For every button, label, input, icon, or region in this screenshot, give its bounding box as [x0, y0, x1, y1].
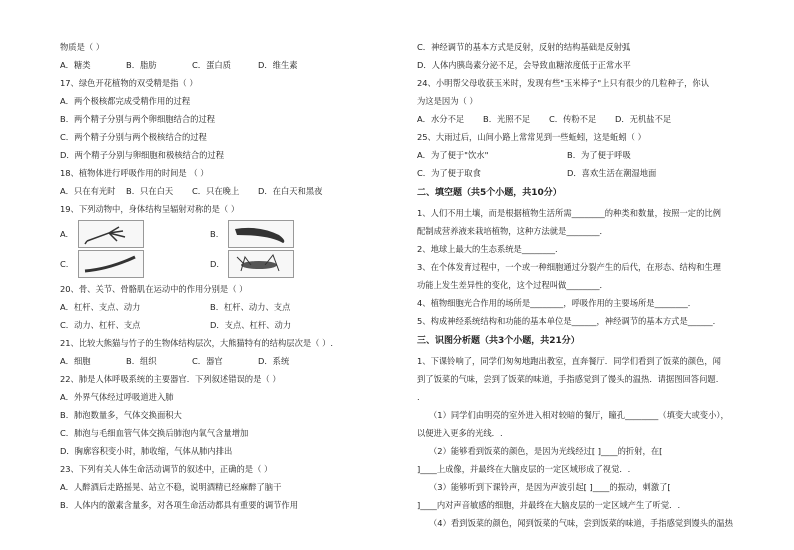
q16-option-a[interactable]: A．糖类 [60, 60, 91, 70]
q19-label-b: B. [210, 229, 219, 239]
leech-image [228, 220, 294, 248]
sub-q1-cont: 以便进入更多的光线．. [417, 428, 503, 438]
q20-option-b[interactable]: B．杠杆、动力、支点 [210, 302, 291, 312]
sub-q2: （2）能够看到饭菜的颜色，是因为光线经过[ ]____的折射，在[ [429, 446, 663, 456]
q25-option-a[interactable]: A．为了便于"饮水" [417, 150, 489, 160]
q21-options [60, 352, 390, 370]
q25-option-b[interactable]: B．为了便于呼吸 [567, 150, 631, 160]
q23-stem: 23、下列有关人体生命活动调节的叙述中，正确的是（ ） [60, 464, 273, 474]
q25-option-c[interactable]: C．为了便于取食 [417, 168, 481, 178]
analysis-q1-cont: 到了饭菜的气味，尝到了饭菜的味道，手指感觉到了馒头的温热．请据图回答问题. [417, 374, 719, 384]
roundworm-image [78, 250, 144, 278]
q20-option-d[interactable]: D．支点、杠杆、动力 [210, 320, 292, 330]
q16-option-d[interactable]: D．维生素 [258, 60, 298, 70]
q18-option-b[interactable]: B．只在白天 [126, 186, 174, 196]
fill-q3-cont: 功能上发生差异性的变化，这个过程叫做________． [417, 280, 608, 290]
right-column [417, 38, 747, 532]
q24-option-b[interactable]: B．光照不足 [483, 114, 531, 124]
analysis-q1: 1、下课铃响了，同学们匆匆地跑出教室，直奔餐厅．同学们看到了饭菜的颜色，闻 [417, 356, 721, 366]
q19-option-b[interactable] [210, 220, 360, 248]
fill-q2: 2、地球上最大的生态系统是________. [417, 244, 558, 254]
q17-option-c[interactable]: C．两个精子分别与两个极核结合的过程 [60, 132, 207, 142]
q24-stem: 24、小明帮父母收获玉米时，发现有些"玉米棒子"上只有很少的几粒种子，你认 [417, 78, 709, 88]
q19-stem: 19、下列动物中，身体结构呈辐射对称的是（ ） [60, 204, 240, 214]
q23-option-c[interactable]: C．神经调节的基本方式是反射，反射的结构基础是反射弧 [417, 42, 631, 52]
q20-stem: 20、骨、关节、骨骼肌在运动中的作用分别是（ ） [60, 284, 248, 294]
q16-options [60, 56, 390, 74]
q17-stem: 17、绿色开花植物的双受精是指（ ） [60, 78, 198, 88]
q25-option-d[interactable]: D．喜欢生活在潮湿地面 [567, 168, 657, 178]
q22-stem: 22、肺是人体呼吸系统的主要器官．下列叙述错误的是（ ） [60, 374, 281, 384]
q20-option-c[interactable]: C．动力、杠杆、支点 [60, 320, 141, 330]
q19-label-d: D. [210, 259, 220, 269]
sub-q1: （1）同学们由明亮的室外进入相对较暗的餐厅，瞳孔________（填变大或变小）， [429, 410, 729, 420]
q19-image-row-1 [60, 220, 390, 248]
q19-option-c[interactable] [60, 250, 210, 278]
q16-option-c[interactable]: C．蛋白质 [192, 60, 231, 70]
section-3-heading: 三、识图分析题（共3个小题，共21分） [417, 336, 580, 346]
q24-option-c[interactable]: C．传粉不足 [549, 114, 597, 124]
q21-option-a[interactable]: A．细胞 [60, 356, 91, 366]
q24-stem-cont: 为这是因为（ ） [417, 96, 478, 106]
q24-option-a[interactable]: A．水分不足 [417, 114, 465, 124]
sub-q2-cont: ]____上成像，并最终在大脑皮层的一定区域形成了视觉．. [417, 464, 631, 474]
q22-option-b[interactable]: B．肺泡数量多，气体交换面积大 [60, 410, 182, 420]
q18-option-a[interactable]: A．只在有光时 [60, 186, 116, 196]
sub-q3-cont: ]____内对声音敏感的细胞，并最终在大脑皮层的一定区域产生了听觉．. [417, 500, 681, 510]
q21-option-c[interactable]: C．器官 [192, 356, 223, 366]
q19-option-a[interactable] [60, 220, 210, 248]
q18-options [60, 182, 390, 200]
fill-q1-cont: 配制成营养液来栽培植物，这种方法就是________． [417, 226, 608, 236]
fill-q4: 4、植物细胞光合作用的场所是________，呼吸作用的主要场所是________． [417, 298, 697, 308]
sub-q3: （3）能够听到下课铃声，是因为声波引起[ ]____的振动，刺激了[ [429, 482, 671, 492]
fill-q5: 5、构成神经系统结构和功能的基本单位是______，神经调节的基本方式是______. [417, 316, 716, 326]
q17-option-a[interactable]: A．两个极核都完成受精作用的过程 [60, 96, 191, 106]
q22-option-c[interactable]: C．肺泡与毛细血管气体交换后肺泡内氧气含量增加 [60, 428, 249, 438]
q19-label-a: A. [60, 229, 69, 239]
q24-options [417, 110, 747, 128]
q20-option-a[interactable]: A．杠杆、支点、动力 [60, 302, 141, 312]
q17-option-d[interactable]: D．两个精子分别与卵细胞和极核结合的过程 [60, 150, 225, 160]
q25-stem: 25、大雨过后，山间小路上常常见到一些蚯蚓，这是蚯蚓（ ） [417, 132, 646, 142]
q23-option-a[interactable]: A．人醉酒后走路摇晃、站立不稳，说明酒精已经麻醉了脑干 [60, 482, 282, 492]
q21-option-d[interactable]: D．系统 [258, 356, 290, 366]
section-2-heading: 二、填空题（共5个小题，共10分） [417, 188, 562, 198]
q16-option-b[interactable]: B．脂肪 [126, 60, 157, 70]
q18-stem: 18、植物体进行呼吸作用的时间是 （ ） [60, 168, 209, 178]
q21-stem: 21、比较大熊猫与竹子的生物体结构层次，大熊猫特有的结构层次是（ ）. [60, 338, 334, 348]
hydra-image [78, 220, 144, 248]
q25-options-ab [417, 146, 747, 164]
q22-option-d[interactable]: D．胸廓容积变小时，肺收缩，气体从肺内排出 [60, 446, 233, 456]
analysis-q1-dot: . [417, 392, 420, 402]
left-column [60, 38, 390, 514]
q25-options-cd [417, 164, 747, 182]
q22-option-a[interactable]: A．外界气体经过呼吸道进入肺 [60, 392, 174, 402]
fill-q3: 3、在个体发育过程中，一个或一种细胞通过分裂产生的后代，在形态、结构和生理 [417, 262, 721, 272]
fill-q1: 1、人们不用土壤，而是根据植物生活所需________的种类和数量，按照一定的比例 [417, 208, 721, 218]
q23-option-b[interactable]: B．人体内的激素含量多，对各项生命活动都具有重要的调节作用 [60, 500, 299, 510]
q20-options-ab [60, 298, 390, 316]
q16-stem-end: 物质是（ ） [60, 42, 105, 52]
grasshopper-image [228, 250, 294, 278]
q24-option-d[interactable]: D．无机盐不足 [615, 114, 672, 124]
q19-image-row-2 [60, 250, 390, 278]
sub-q4: （4）看到饭菜的颜色，闻到饭菜的气味，尝到饭菜的味道，手指感觉到馒头的温热 [429, 518, 733, 528]
q20-options-cd [60, 316, 390, 334]
q19-option-d[interactable] [210, 250, 360, 278]
q18-option-c[interactable]: C．只在晚上 [192, 186, 240, 196]
q21-option-b[interactable]: B．组织 [126, 356, 157, 366]
q23-option-d[interactable]: D．人体内胰岛素分泌不足，会导致血糖浓度低于正常水平 [417, 60, 631, 70]
q17-option-b[interactable]: B．两个精子分别与两个卵细胞结合的过程 [60, 114, 216, 124]
q19-label-c: C. [60, 259, 69, 269]
q18-option-d[interactable]: D．在白天和黑夜 [258, 186, 323, 196]
